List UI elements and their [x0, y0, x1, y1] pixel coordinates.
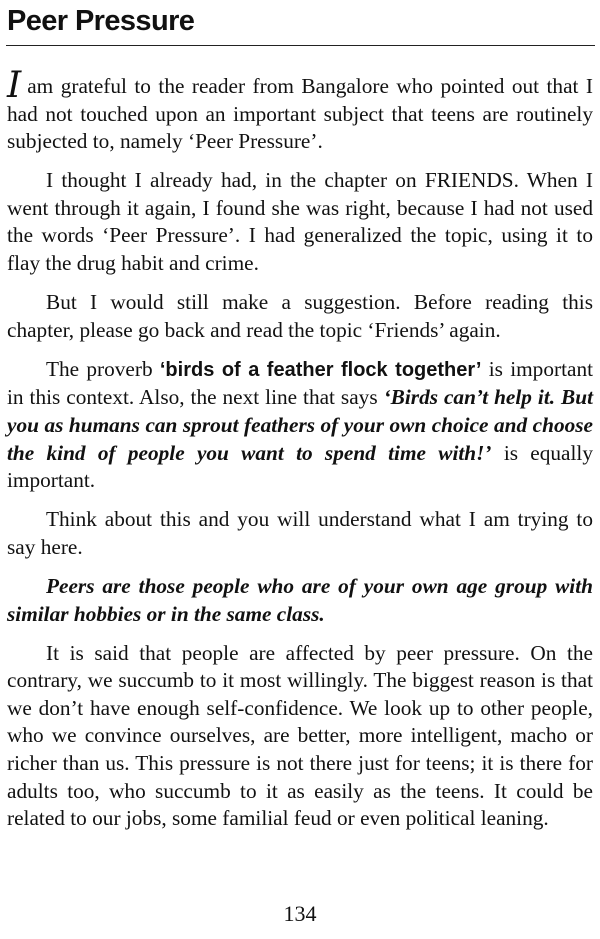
chapter-title: Peer Pressure — [7, 5, 195, 37]
quote-bold-italic: ‘Birds can’t help it. But you as humans can sprout feathers of your own choice and choose the kind of people you want to spend time with!’ — [7, 385, 593, 465]
paragraph-7: It is said that people are affected by peer pressure. On the contrary, we succumb to it most willingly. The biggest reason is that we don’t have enough self-confidence. We look up to other people, who we convince ourselves, are better, more intelligent, macho or richer than us. This pressure is not there just for teens; it is there for adults too, who succumb to it as easily as the teens. It could be related to our jobs, some familial feud or even political leaning. — [7, 640, 593, 831]
page-number: 134 — [283, 901, 317, 926]
paragraph-4-mid: is important in this context. Also, the next line that says — [7, 356, 594, 410]
paragraph-4 — [7, 356, 593, 495]
paragraph-4-lead: The proverb — [46, 356, 153, 381]
paragraph-5: Think about this and you will understand what I am trying to say here. — [7, 507, 593, 559]
peers-definition: Peers are those people who are of your own age group with similar hobbies or in the same class. — [7, 574, 593, 626]
paragraph-4-tail: is equally important. — [7, 440, 593, 493]
paragraph-1-text: am grateful to the reader from Bangalore who pointed out that I had not touched upon an important subject that teens are routinely subjected to, namely ‘Peer Pressure’. — [7, 74, 593, 154]
paragraph-1 — [7, 65, 593, 156]
drop-cap: I — [7, 65, 22, 106]
body-text — [7, 65, 594, 844]
proverb-bold: ‘birds of a feather flock together’ — [159, 358, 482, 381]
title-rule — [6, 45, 595, 46]
paragraph-2: I thought I already had, in the chapter on FRIENDS. When I went through it again, I found she was right, because I had not used the words ‘Peer Pressure’. I had generalized the topic, using it to flay the drug habit and crime. — [7, 168, 593, 276]
paragraph-3: But I would still make a suggestion. Before reading this chapter, please go back and read the topic ‘Friends’ again. — [7, 290, 593, 342]
